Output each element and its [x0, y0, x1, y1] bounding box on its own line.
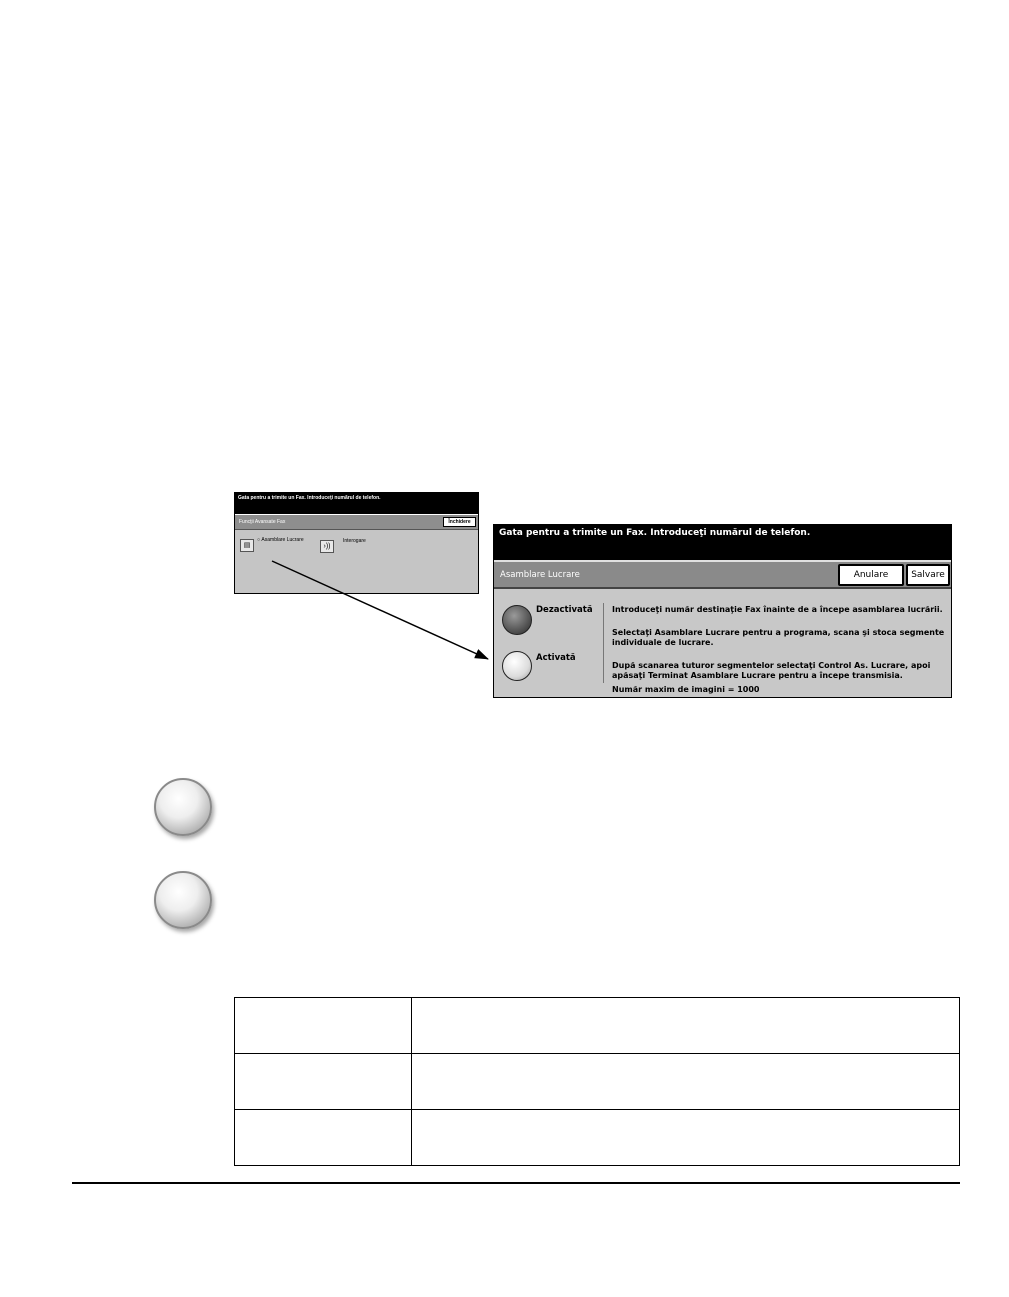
divider	[603, 603, 604, 683]
table-row	[235, 1054, 960, 1110]
status-message: Gata pentru a trimite un Fax. Introduceţi numărul de telefon.	[235, 493, 478, 514]
screen-title: Funcţii Avansate Fax	[239, 519, 286, 525]
cancel-button[interactable]: Anulare	[838, 564, 904, 586]
table-row	[235, 1110, 960, 1166]
screen-title: Asamblare Lucrare	[500, 570, 580, 580]
footer-rule	[72, 1182, 960, 1184]
description-line-3: După scanarea tuturor segmentelor selectaţi Control As. Lucrare, apoi apăsaţi Terminat Asamblare Lucrare pentru a începe transmisia.	[612, 661, 931, 680]
option-on-radio[interactable]	[502, 651, 532, 681]
table-cell	[412, 1054, 960, 1110]
close-button[interactable]: Închidere	[443, 517, 476, 527]
job-build-label: Asamblare Lucrare	[261, 537, 304, 543]
save-button[interactable]: Salvare	[906, 564, 950, 586]
options-table	[234, 997, 960, 1166]
option-off-label[interactable]: Dezactivată	[536, 605, 593, 615]
step-1-bullet-icon	[154, 778, 212, 836]
table-cell	[235, 1110, 412, 1166]
table-cell	[412, 998, 960, 1054]
description-line-1: Introduceţi număr destinaţie Fax înainte de a începe asamblarea lucrării.	[612, 605, 943, 614]
description-line-2: Selectaţi Asamblare Lucrare pentru a programa, scana şi stoca segmente individuale de lucrare.	[612, 628, 945, 647]
step-2-bullet-icon	[154, 871, 212, 929]
description-line-4: Număr maxim de imagini = 1000	[612, 685, 760, 694]
table-cell	[412, 1110, 960, 1166]
option-on-label[interactable]: Activată	[536, 653, 576, 663]
table-cell	[235, 998, 412, 1054]
option-off-radio[interactable]	[502, 605, 532, 635]
status-message: Gata pentru a trimite un Fax. Introduceţi numărul de telefon.	[494, 525, 951, 560]
job-build-icon[interactable]: ▤	[240, 539, 254, 552]
polling-icon[interactable]: ›))	[320, 540, 334, 553]
job-build-option[interactable]: ○ Asamblare Lucrare	[257, 537, 304, 543]
screen-title-bar	[494, 560, 951, 589]
job-build-screen	[493, 524, 952, 698]
table-row	[235, 998, 960, 1054]
polling-label[interactable]: Interogare	[343, 538, 366, 544]
table-cell	[235, 1054, 412, 1110]
